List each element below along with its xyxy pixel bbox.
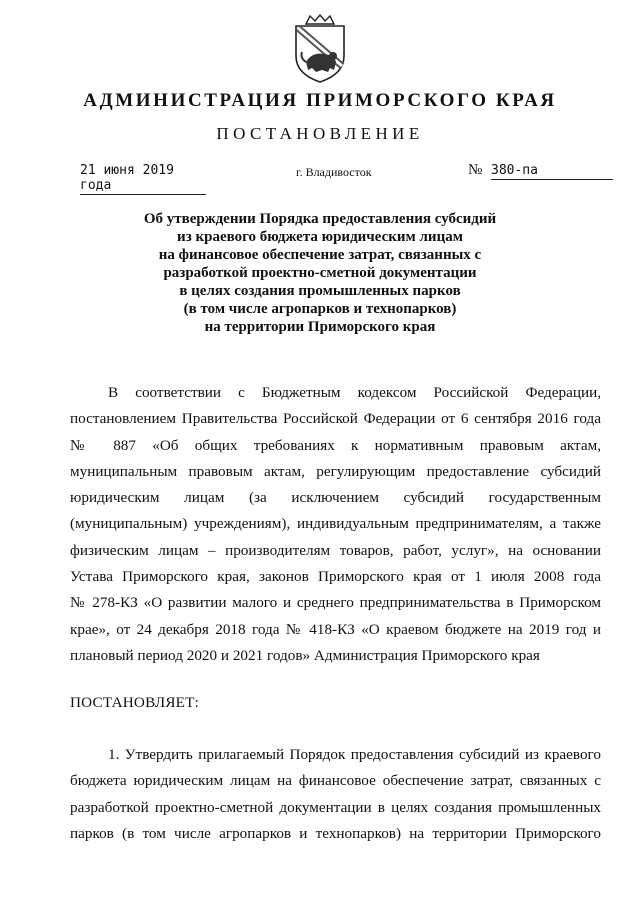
heading-line: в целях создания промышленных парков xyxy=(179,283,461,299)
paragraph-line: плановый период 2020 и 2021 годов» Администрация Приморского края xyxy=(70,646,540,664)
paragraph-line: 1. Утвердить прилагаемый Порядок предоставления субсидий из краевого xyxy=(108,746,601,763)
paragraph-line: бюджета юридическим лицам на финансовое обеспечение затрат, связанных с xyxy=(70,772,601,790)
paragraph-line: В соответствии с Бюджетным кодексом Российской Федерации, xyxy=(108,384,601,401)
paragraph-line: разработкой проектно-сметной документации в целях создания промышленных xyxy=(70,798,601,816)
paragraph-line: (муниципальным) учреждениям), индивидуальным предпринимателям, а также xyxy=(70,515,601,533)
item-1-paragraph xyxy=(70,742,601,847)
document-city: г. Владивосток xyxy=(296,165,372,179)
coat-of-arms-icon xyxy=(288,14,352,84)
document-date: 21 июня 2019 года xyxy=(80,163,206,195)
document-type: ПОСТАНОВЛЕНИЕ xyxy=(216,124,424,143)
resolves-heading: ПОСТАНОВЛЯЕТ: xyxy=(70,694,200,711)
paragraph-line: № 278-КЗ «О развитии малого и среднего предпринимательства в Приморском xyxy=(70,594,601,612)
paragraph-line: муниципальным правовым актам, регулирующим предоставление субсидий xyxy=(70,462,601,480)
heading-line: на финансовое обеспечение затрат, связанных с xyxy=(158,247,482,263)
organization-title: АДМИНИСТРАЦИЯ ПРИМОРСКОГО КРАЯ xyxy=(83,90,557,111)
document-meta-row xyxy=(0,162,640,193)
paragraph-line: физическим лицам – производителям товаров, работ, услуг», на основании xyxy=(70,541,601,559)
document-number-label: № xyxy=(468,162,483,178)
heading-line: Об утверждении Порядка предоставления субсидий xyxy=(143,211,497,227)
heading-line: на территории Приморского края xyxy=(204,319,436,335)
paragraph-line: постановлением Правительства Российской Федерации от 6 сентября 2016 года xyxy=(70,410,601,428)
document-heading xyxy=(60,210,580,336)
paragraph-line: крае», от 24 декабря 2018 года № 418-КЗ «О краевом бюджете на 2019 год и xyxy=(70,620,601,638)
paragraph-line: № 887 «Об общих требованиях к нормативным правовым актам, xyxy=(70,436,601,454)
document-number: 380-па xyxy=(491,163,613,180)
heading-line: разработкой проектно-сметной документации xyxy=(163,265,477,281)
heading-line: (в том числе агропарков и технопарков) xyxy=(183,301,457,317)
paragraph-line: Устава Приморского края, законов Приморского края от 1 июля 2008 года xyxy=(70,568,601,586)
heading-line: из краевого бюджета юридическим лицам xyxy=(177,229,463,245)
preamble-paragraph xyxy=(70,380,601,669)
paragraph-line: юридическим лицам (за исключением субсидий государственным xyxy=(70,489,601,507)
paragraph-line: парков (в том числе агропарков и технопарков) на территории Приморского xyxy=(70,824,601,842)
